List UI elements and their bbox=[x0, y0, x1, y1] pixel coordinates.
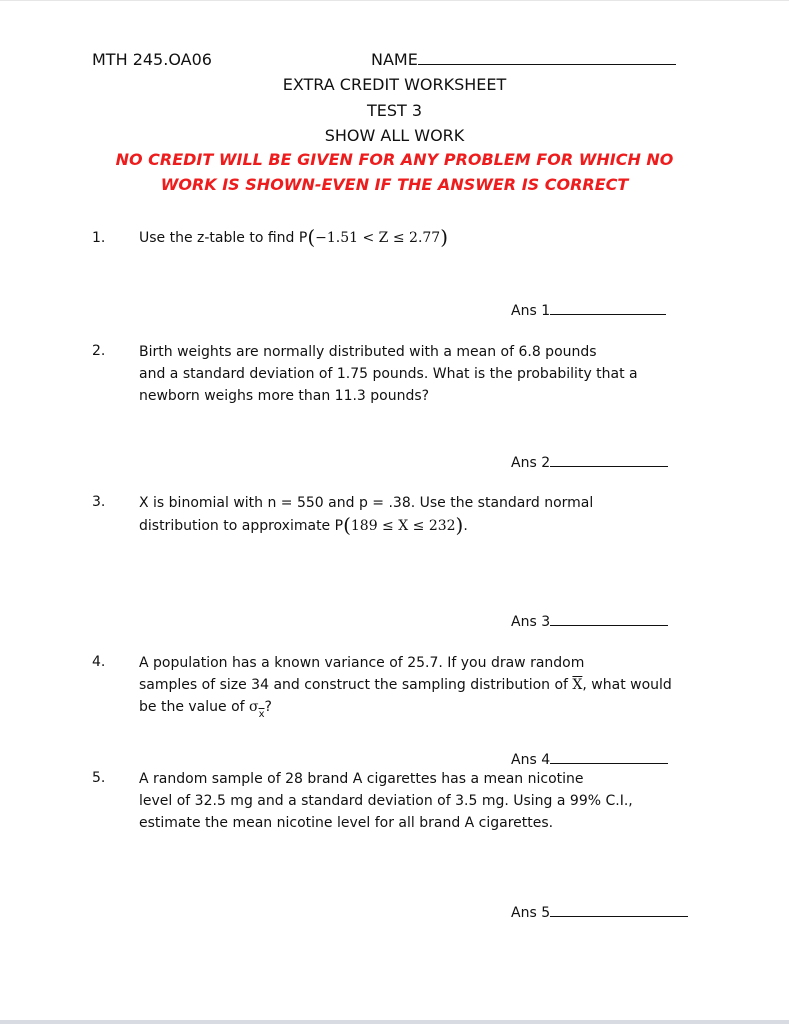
answer-3-label: Ans 3 bbox=[511, 614, 551, 630]
answer-4-field[interactable] bbox=[511, 749, 668, 768]
test-label: TEST 3 bbox=[366, 101, 423, 120]
show-work-instruction: SHOW ALL WORK bbox=[324, 126, 465, 145]
answer-4-label: Ans 4 bbox=[511, 752, 551, 768]
answer-2-blank-line bbox=[550, 452, 668, 467]
question-4-line-2 bbox=[139, 674, 672, 696]
question-2-line-2: and a standard deviation of 1.75 pounds. What is the probability that a bbox=[139, 366, 638, 382]
course-code: MTH 245.OA06 bbox=[92, 50, 212, 69]
question-1-close-paren: ) bbox=[440, 225, 449, 249]
worksheet-title: EXTRA CREDIT WORKSHEET bbox=[282, 75, 507, 94]
question-3-open-paren: ( bbox=[343, 513, 351, 537]
question-3-math: 189 ≤ X ≤ 232 bbox=[350, 518, 456, 534]
question-4-sigma: σ bbox=[249, 699, 259, 715]
question-4-sigma-sub: x bbox=[258, 709, 265, 720]
question-2-line-1: Birth weights are normally distributed with a mean of 6.8 pounds bbox=[139, 344, 597, 360]
warning-line-1: NO CREDIT WILL BE GIVEN FOR ANY PROBLEM FOR WHICH NO bbox=[115, 150, 674, 169]
question-4-line-3-a: be the value of bbox=[139, 699, 250, 715]
question-4-line-3-b: ? bbox=[264, 699, 272, 715]
answer-5-label: Ans 5 bbox=[511, 905, 551, 921]
question-2-line-3: newborn weighs more than 11.3 pounds? bbox=[139, 388, 430, 404]
question-3-close-paren: ) bbox=[455, 513, 464, 537]
answer-5-field[interactable] bbox=[511, 902, 688, 921]
question-4-line-1: A population has a known variance of 25.7. If you draw random bbox=[139, 655, 585, 671]
answer-1-label: Ans 1 bbox=[511, 303, 551, 319]
question-3-line-2-text: distribution to approximate P bbox=[139, 518, 344, 534]
question-1-prompt: Use the z-table to find P bbox=[139, 230, 308, 246]
question-1-text bbox=[139, 226, 448, 249]
question-4-line-3 bbox=[139, 696, 672, 720]
question-3-line-2 bbox=[139, 514, 593, 537]
name-label: NAME bbox=[371, 50, 418, 69]
name-blank-line bbox=[418, 50, 676, 65]
question-3-text bbox=[139, 492, 593, 537]
question-2-number: 2. bbox=[92, 343, 106, 359]
question-1-open-paren: ( bbox=[307, 225, 316, 249]
answer-4-blank-line bbox=[550, 749, 668, 764]
question-4-xbar: $\overline{X}$ bbox=[572, 677, 583, 693]
question-5-text bbox=[139, 768, 633, 834]
question-4-line-2-b: , what would bbox=[582, 677, 672, 693]
answer-1-field[interactable] bbox=[511, 300, 666, 319]
question-3-end: . bbox=[463, 518, 468, 534]
question-5-line-1: A random sample of 28 brand A cigarettes has a mean nicotine bbox=[139, 771, 584, 787]
answer-2-label: Ans 2 bbox=[511, 455, 551, 471]
answer-2-field[interactable] bbox=[511, 452, 668, 471]
question-4-number: 4. bbox=[92, 654, 106, 670]
answer-5-blank-line bbox=[550, 902, 688, 917]
question-5-number: 5. bbox=[92, 770, 106, 786]
question-1-math: −1.51 < Z ≤ 2.77 bbox=[315, 230, 441, 246]
answer-3-field[interactable] bbox=[511, 611, 668, 630]
question-3-line-1: X is binomial with n = 550 and p = .38. Use the standard normal bbox=[139, 495, 594, 511]
question-5-line-3: estimate the mean nicotine level for all brand A cigarettes. bbox=[139, 815, 554, 831]
question-4-text bbox=[139, 652, 672, 720]
answer-1-blank-line bbox=[550, 300, 666, 315]
question-5-line-2: level of 32.5 mg and a standard deviation of 3.5 mg. Using a 99% C.I., bbox=[139, 793, 633, 809]
question-2-text bbox=[139, 341, 638, 407]
warning-line-2: WORK IS SHOWN-EVEN IF THE ANSWER IS CORRECT bbox=[160, 175, 629, 194]
name-field[interactable] bbox=[371, 50, 676, 69]
question-3-number: 3. bbox=[92, 494, 106, 510]
question-4-line-2-a: samples of size 34 and construct the sampling distribution of bbox=[139, 677, 573, 693]
question-1-number: 1. bbox=[92, 230, 106, 246]
answer-3-blank-line bbox=[550, 611, 668, 626]
